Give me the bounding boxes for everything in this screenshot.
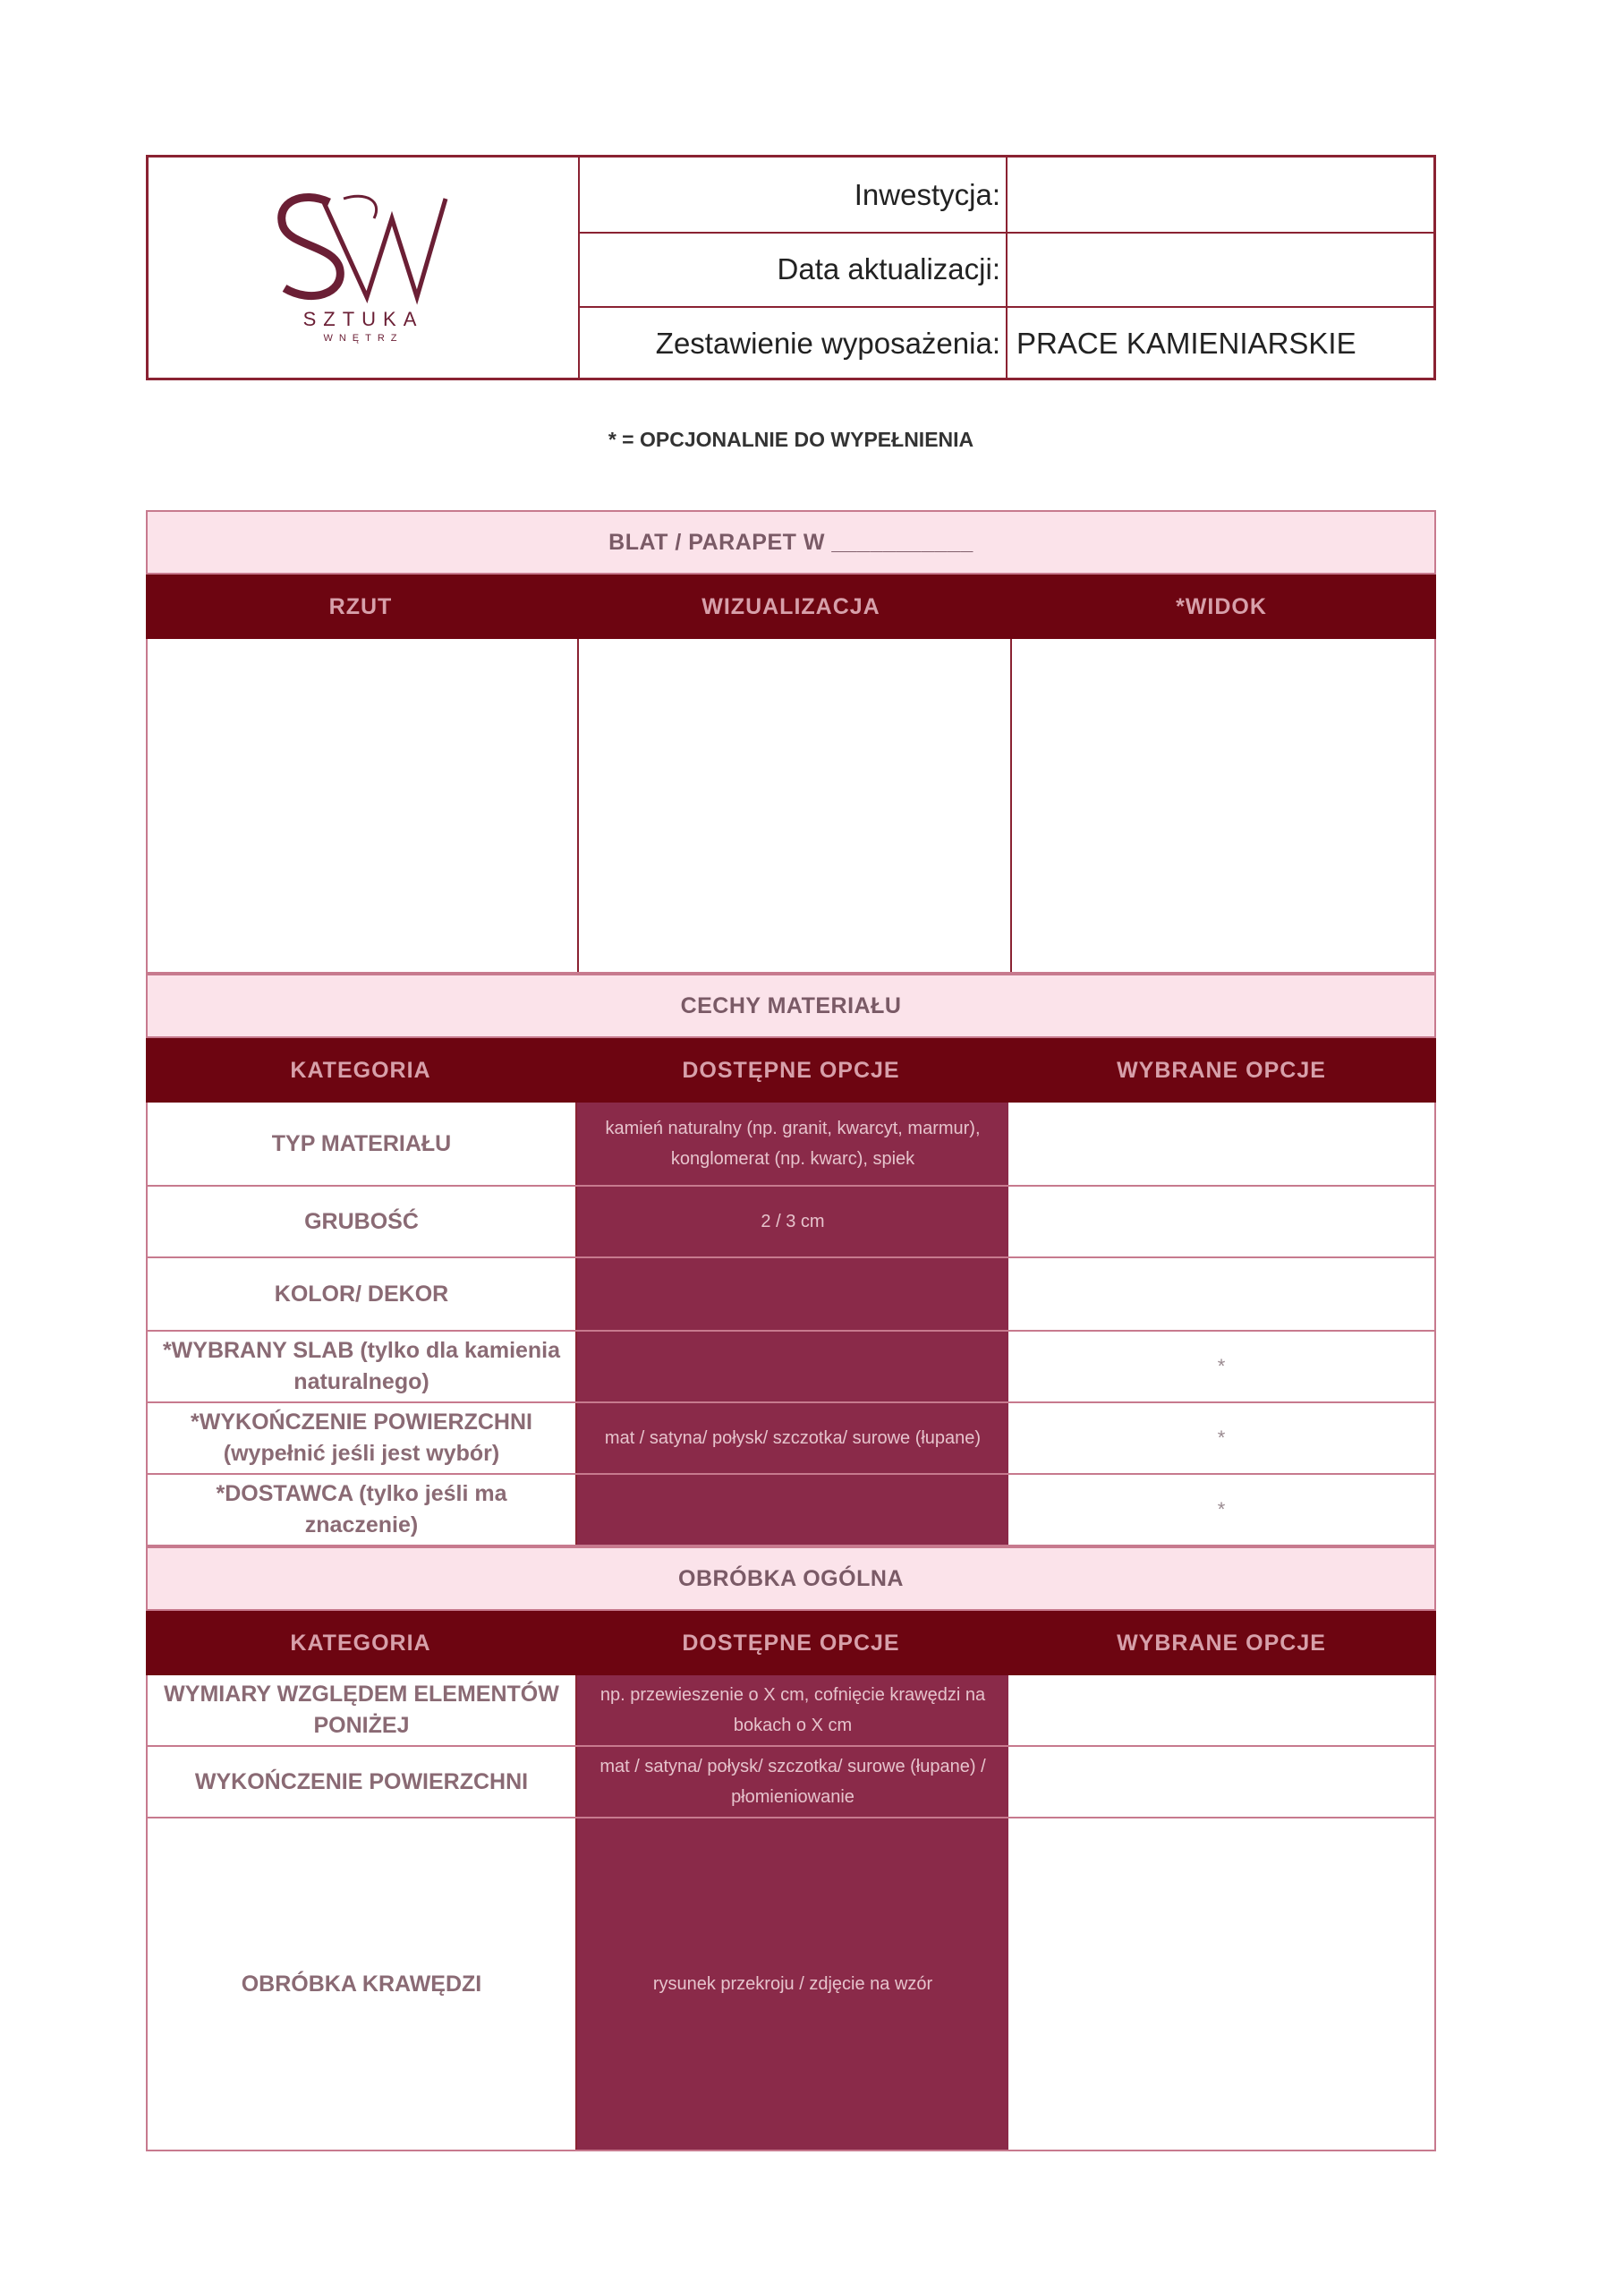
statement-label: Zestawienie wyposażenia: bbox=[578, 306, 1008, 380]
investment-value[interactable] bbox=[1009, 158, 1433, 232]
section1-header-row bbox=[146, 575, 1436, 639]
logo-cell bbox=[149, 158, 580, 378]
col-header-selected: WYBRANE OPCJE bbox=[1117, 1057, 1326, 1083]
investment-label: Inwestycja: bbox=[578, 158, 1008, 232]
update-date-label: Data aktualizacji: bbox=[578, 232, 1008, 306]
col-header-options: DOSTĘPNE OPCJE bbox=[682, 1630, 900, 1656]
col-header-category: KATEGORIA bbox=[290, 1057, 431, 1083]
table-row bbox=[146, 1103, 1436, 1187]
row-category: *WYKOŃCZENIE POWIERZCHNI (wypełnić jeśli jest wybór) bbox=[148, 1403, 577, 1473]
statement-value[interactable]: PRACE KAMIENIARSKIE bbox=[1016, 326, 1356, 360]
col-header-view: *WIDOK bbox=[1176, 593, 1267, 619]
table-row bbox=[146, 1332, 1436, 1403]
table-row bbox=[146, 1675, 1436, 1747]
row-category: OBRÓBKA KRAWĘDZI bbox=[148, 1818, 577, 2150]
col-header-plan: RZUT bbox=[328, 593, 393, 619]
visualization-image-cell[interactable] bbox=[579, 639, 1012, 972]
col-header-selected: WYBRANE OPCJE bbox=[1117, 1630, 1326, 1656]
section-title-countertop: BLAT / PARAPET W ___________ bbox=[146, 510, 1436, 575]
row-selected[interactable]: * bbox=[1217, 1498, 1226, 1520]
row-options: mat / satyna/ połysk/ szczotka/ surowe (łupane) / płomieniowanie bbox=[577, 1747, 1008, 1817]
col-header-options: DOSTĘPNE OPCJE bbox=[682, 1057, 900, 1083]
row-category: TYP MATERIAŁU bbox=[148, 1103, 577, 1185]
row-options bbox=[577, 1332, 1008, 1401]
header-row-statement bbox=[578, 306, 1433, 380]
section2-header-row bbox=[146, 1038, 1436, 1103]
row-category: *WYBRANY SLAB (tylko dla kamienia naturalnego) bbox=[148, 1332, 577, 1401]
table-row bbox=[146, 1187, 1436, 1258]
row-selected[interactable] bbox=[1008, 1818, 1434, 2150]
row-selected[interactable] bbox=[1008, 1187, 1434, 1256]
row-selected[interactable] bbox=[1008, 1747, 1434, 1817]
optional-note: * = OPCJONALNIE DO WYPEŁNIENIA bbox=[608, 428, 974, 451]
row-selected[interactable] bbox=[1008, 1103, 1434, 1185]
table-row bbox=[146, 1818, 1436, 2151]
row-options bbox=[577, 1475, 1008, 1545]
col-header-category: KATEGORIA bbox=[290, 1630, 431, 1656]
section-title-material: CECHY MATERIAŁU bbox=[146, 974, 1436, 1038]
row-options: 2 / 3 cm bbox=[577, 1187, 1008, 1256]
section3-header-row bbox=[146, 1611, 1436, 1675]
table-row bbox=[146, 1475, 1436, 1546]
table-row bbox=[146, 1403, 1436, 1475]
row-selected[interactable]: * bbox=[1217, 1427, 1226, 1449]
row-category: WYKOŃCZENIE POWIERZCHNI bbox=[148, 1747, 577, 1817]
view-image-cell[interactable] bbox=[1012, 639, 1434, 972]
row-category: *DOSTAWCA (tylko jeśli ma znaczenie) bbox=[148, 1475, 577, 1545]
section-title-general-processing: OBRÓBKA OGÓLNA bbox=[146, 1546, 1436, 1611]
row-category: WYMIARY WZGLĘDEM ELEMENTÓW PONIŻEJ bbox=[148, 1675, 577, 1745]
table-row bbox=[146, 1747, 1436, 1818]
row-options: rysunek przekroju / zdjęcie na wzór bbox=[577, 1818, 1008, 2150]
row-options: kamień naturalny (np. granit, kwarcyt, marmur), konglomerat (np. kwarc), spiek bbox=[577, 1103, 1008, 1185]
row-selected[interactable] bbox=[1008, 1258, 1434, 1330]
logo-monogram-icon bbox=[267, 183, 455, 308]
row-category: KOLOR/ DEKOR bbox=[148, 1258, 577, 1330]
logo-brand: SZTUKA bbox=[302, 308, 424, 330]
col-header-visualization: WIZUALIZACJA bbox=[701, 593, 880, 619]
logo-sub: WNĘTRZ bbox=[323, 333, 404, 344]
row-selected[interactable]: * bbox=[1217, 1355, 1226, 1377]
table-row bbox=[146, 1258, 1436, 1332]
section1-image-row bbox=[146, 639, 1436, 974]
row-selected[interactable] bbox=[1008, 1675, 1434, 1745]
header-row-date bbox=[578, 232, 1433, 308]
row-category: GRUBOŚĆ bbox=[148, 1187, 577, 1256]
update-date-value[interactable] bbox=[1009, 232, 1433, 306]
row-options: mat / satyna/ połysk/ szczotka/ surowe (łupane) bbox=[577, 1403, 1008, 1473]
header-table bbox=[146, 155, 1436, 380]
row-options bbox=[577, 1258, 1008, 1330]
row-options: np. przewieszenie o X cm, cofnięcie krawędzi na bokach o X cm bbox=[577, 1675, 1008, 1745]
plan-image-cell[interactable] bbox=[148, 639, 579, 972]
header-row-investment bbox=[578, 158, 1433, 234]
